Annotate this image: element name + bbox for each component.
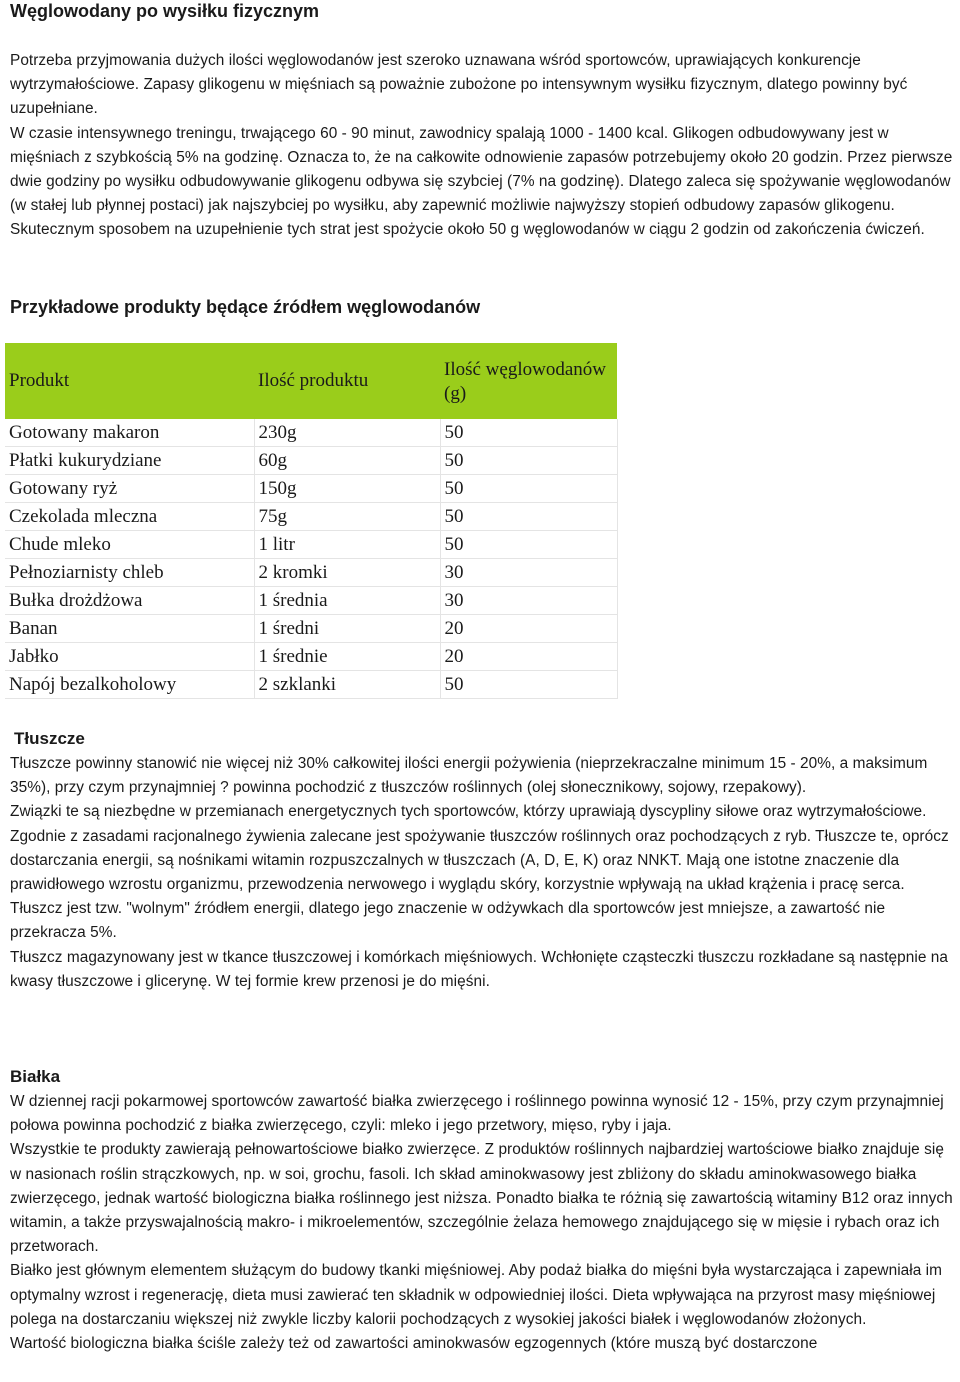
- header-carbs: Ilość węglowodanów (g): [440, 343, 617, 419]
- table-row: [5, 475, 617, 503]
- proteins-section: [10, 1090, 955, 1356]
- cell-amount: 230g: [254, 419, 440, 447]
- header-product: Produkt: [5, 343, 254, 419]
- cell-carbs: 20: [440, 643, 617, 671]
- cell-amount: 1 średnie: [254, 643, 440, 671]
- table-row: [5, 419, 617, 447]
- table-row: [5, 615, 617, 643]
- cell-amount: 60g: [254, 447, 440, 475]
- cell-carbs: 50: [440, 503, 617, 531]
- cell-amount: 1 średnia: [254, 587, 440, 615]
- table-row: [5, 643, 617, 671]
- fats-paragraph-3: Tłuszcz magazynowany jest w tkance tłuszczowej i komórkach mięśniowych. Wchłonięte cząsteczki tłuszczu rozkładane są następnie na kwasy tłuszczowe i glicerynę. W tej formie krew przenosi je do mięśni.: [10, 948, 948, 990]
- fats-paragraph-2: Związki te są niezbędne w przemianach energetycznych tych sportowców, którzy uprawiają dyscypliny siłowe oraz wytrzymałościowe. Zgodnie z zasadami racjonalnego żywienia zalecane jest spożywanie tłuszczów roślinnych oraz pochodzących z ryb. Tłuszcze te, oprócz dostarczania energii, są nośnikami witamin rozpuszczalnych w tłuszczach (A, D, E, K) oraz NNKT. Mają one istotne znaczenie dla prawidłowego wzrostu organizmu, przewodzenia nerwowego i wyglądu skóry, korzystnie wpływają na układ krążenia i pracę serca. Tłuszcz jest tzw. "wolnym" źródłem energii, dlatego jego znaczenie w odżywkach dla sportowców jest mniejsze, a zawartość nie przekracza 5%.: [10, 803, 949, 942]
- table-row: [5, 559, 617, 587]
- table-row: [5, 447, 617, 475]
- cell-product: Gotowany makaron: [5, 419, 254, 447]
- proteins-paragraph-4: Wartość biologiczna białka ściśle zależy też od zawartości aminokwasów egzogennych (które muszą być dostarczone: [10, 1335, 818, 1353]
- carbohydrate-products-table: [5, 343, 618, 699]
- cell-amount: 2 szklanki: [254, 671, 440, 699]
- cell-product: Banan: [5, 615, 254, 643]
- header-amount: Ilość produktu: [254, 343, 440, 419]
- cell-product: Pełnoziarnisty chleb: [5, 559, 254, 587]
- cell-product: Płatki kukurydziane: [5, 447, 254, 475]
- cell-amount: 75g: [254, 503, 440, 531]
- cell-product: Napój bezalkoholowy: [5, 671, 254, 699]
- table-row: [5, 503, 617, 531]
- cell-amount: 1 średni: [254, 615, 440, 643]
- cell-carbs: 50: [440, 447, 617, 475]
- table-row: [5, 531, 617, 559]
- table-row: [5, 587, 617, 615]
- cell-amount: 1 litr: [254, 531, 440, 559]
- proteins-paragraph-3: Białko jest głównym elementem służącym do budowy tkanki mięśniowej. Aby podaż białka do mięśni była wystarczająca i zapewniała im optymalny wzrost i regenerację, dieta musi zawierać ten składnik w odpowiedniej ilości. Dieta wpływająca na przyrost masy mięśniowej polega na dostarczaniu większej niż zwykle liczby kalorii pochodzących z wysokiej jakości białek i węglowodanów złożonych.: [10, 1262, 943, 1328]
- table-header-row: [5, 343, 617, 419]
- cell-product: Czekolada mleczna: [5, 503, 254, 531]
- cell-carbs: 50: [440, 419, 617, 447]
- fats-section: [10, 752, 955, 994]
- proteins-paragraph-1: W dziennej racji pokarmowej sportowców zawartość białka zwierzęcego i roślinnego powinna wynosić 12 - 15%, przy czym przynajmniej połowa powinna pochodzić z białka zwierzęcego, czyli: mleko i jego przetwory, mięso, ryby i jaja.: [10, 1093, 944, 1135]
- cell-carbs: 30: [440, 587, 617, 615]
- table-row: [5, 671, 617, 699]
- proteins-paragraph-2: Wszystkie te produkty zawierają pełnowartościowe białko zwierzęce. Z produktów roślinnych najbardziej wartościowe białko znajduje się w nasionach roślin strączkowych, np. w soi, grochu, fasoli. Ich skład aminokwasowy jest zbliżony do składu aminokwasowego białka zwierzęcego, jednak wartość biologiczna białka roślinnego jest niższa. Ponadto białka te różnią się zawartością witaminy B12 oraz innych witamin, a także przyswajalnością makro- i mikroelementów, szczególnie żelaza hemowego znajdującego się w mięsie i rybach oraz ich przetworach.: [10, 1141, 953, 1256]
- cell-carbs: 20: [440, 615, 617, 643]
- cell-carbs: 50: [440, 475, 617, 503]
- fats-heading: Tłuszcze: [14, 729, 85, 748]
- cell-amount: 150g: [254, 475, 440, 503]
- page-title: Węglowodany po wysiłku fizycznym: [10, 1, 320, 21]
- cell-product: Jabłko: [5, 643, 254, 671]
- cell-amount: 2 kromki: [254, 559, 440, 587]
- products-heading: Przykładowe produkty będące źródłem węglowodanów: [10, 297, 481, 317]
- intro-paragraph-1: Potrzeba przyjmowania dużych ilości węglowodanów jest szeroko uznawana wśród sportowców, uprawiających konkurencje wytrzymałościowe. Zapasy glikogenu w mięśniach są poważnie zubożone po intensywnym wysiłku fizycznym, dlatego powinny być uzupełniane.: [10, 52, 908, 118]
- fats-paragraph-1: Tłuszcze powinny stanowić nie więcej niż 30% całkowitej ilości energii pożywienia (nieprzekraczalne minimum 15 - 20%, a maksimum 35%), przy czym przynajmniej ? powinna pochodzić z tłuszczów roślinnych (olej słonecznikowy, sojowy, rzepakowy).: [10, 755, 928, 797]
- cell-carbs: 50: [440, 671, 617, 699]
- cell-carbs: 30: [440, 559, 617, 587]
- intro-section: [10, 49, 955, 243]
- intro-paragraph-2: W czasie intensywnego treningu, trwającego 60 - 90 minut, zawodnicy spalają 1000 - 1400 kcal. Glikogen odbudowywany jest w mięśniach z szybkością 5% na godzinę. Oznacza to, że na całkowite odnowienie zapasów potrzebujemy około 20 godzin. Przez pierwsze dwie godziny po wysiłku odbudowywanie glikogenu odbywa się szybciej (7% na godzinę). Dlatego zaleca się spożywanie węglowodanów (w stałej lub płynnej postaci) jak najszybciej po wysiłku, aby zapewnić możliwie najwyższy stopień odbudowy zapasów glikogenu. Skutecznym sposobem na uzupełnienie tych strat jest spożycie około 50 g węglowodanów w ciągu 2 godzin od zakończenia ćwiczeń.: [10, 124, 953, 239]
- cell-product: Chude mleko: [5, 531, 254, 559]
- cell-product: Bułka drożdżowa: [5, 587, 254, 615]
- cell-product: Gotowany ryż: [5, 475, 254, 503]
- cell-carbs: 50: [440, 531, 617, 559]
- proteins-heading: Białka: [10, 1067, 61, 1086]
